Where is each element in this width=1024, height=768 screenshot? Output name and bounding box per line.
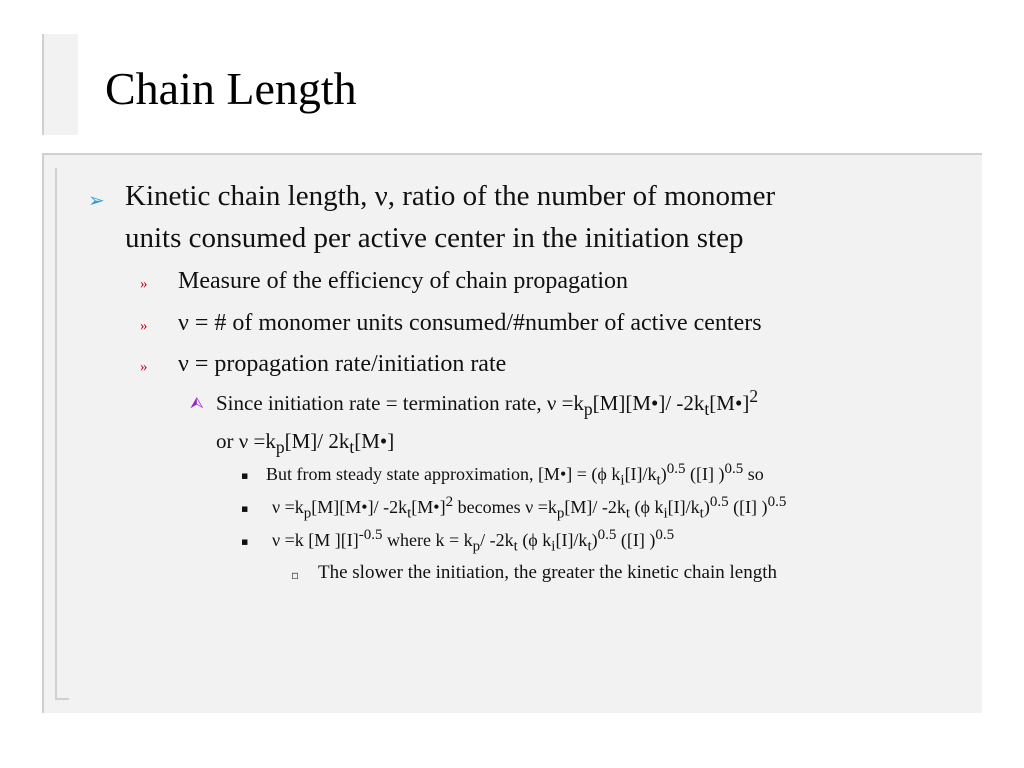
square-bullet-icon: ▪ <box>241 469 249 482</box>
level4-item-2: $\nu =k_p[M][M•]/$ $-2k_t[M•]^2$ becomes $\nu =k_p[M]/$ $-2k_t$ (ϕ $k_i[I]/k_t)^{0.5}$ ([I] )$^{0.5}$ <box>272 494 787 522</box>
level3-line2: or $\nu =k_p[M]/$ $2k_t[M•]$ <box>216 429 395 458</box>
caret-bullet-icon: ⮙ <box>190 393 204 412</box>
level4-item-3: ν =k [M ]$[I]^{-0.5}$ where $k = k_p/$ $-2k_t$ (ϕ $k_i[I]/k_t)^{0.5}$ ([I] )$^{0.5}$ <box>272 527 675 555</box>
level1-line1: Kinetic chain length, ν, ratio of the number of monomer <box>125 180 776 212</box>
chevron-bullet-icon: » <box>140 318 148 334</box>
level3-line1: Since initiation rate = termination rate, $\nu =k_p[M][M•]/$ $-2k_t[M•]^2$ <box>216 386 759 420</box>
square-bullet-icon: ▪ <box>241 502 249 515</box>
hollow-square-bullet-icon: ▫ <box>291 568 300 582</box>
level1-line2: units consumed per active center in the initiation step <box>125 222 744 254</box>
level2-item-1: Measure of the efficiency of chain propagation <box>178 268 629 294</box>
level4-item-1: But from steady state approximation, [M•] = (ϕ $k_i[I]/k_t)^{0.5}$ ([I] )$^{0.5}$ so <box>266 461 764 489</box>
square-bullet-icon: ▪ <box>241 535 249 548</box>
chevron-bullet-icon: » <box>140 276 148 292</box>
chevron-bullet-icon: » <box>140 359 148 375</box>
level5-item: The slower the initiation, the greater the kinetic chain length <box>318 562 778 583</box>
level2-item-2: ν = # of monomer units consumed/#number of active centers <box>178 310 762 336</box>
level2-item-3: ν = propagation rate/initiation rate <box>178 351 507 377</box>
arrow-bullet-icon: ➢ <box>88 188 105 212</box>
slide-title: Chain Length <box>105 63 357 114</box>
